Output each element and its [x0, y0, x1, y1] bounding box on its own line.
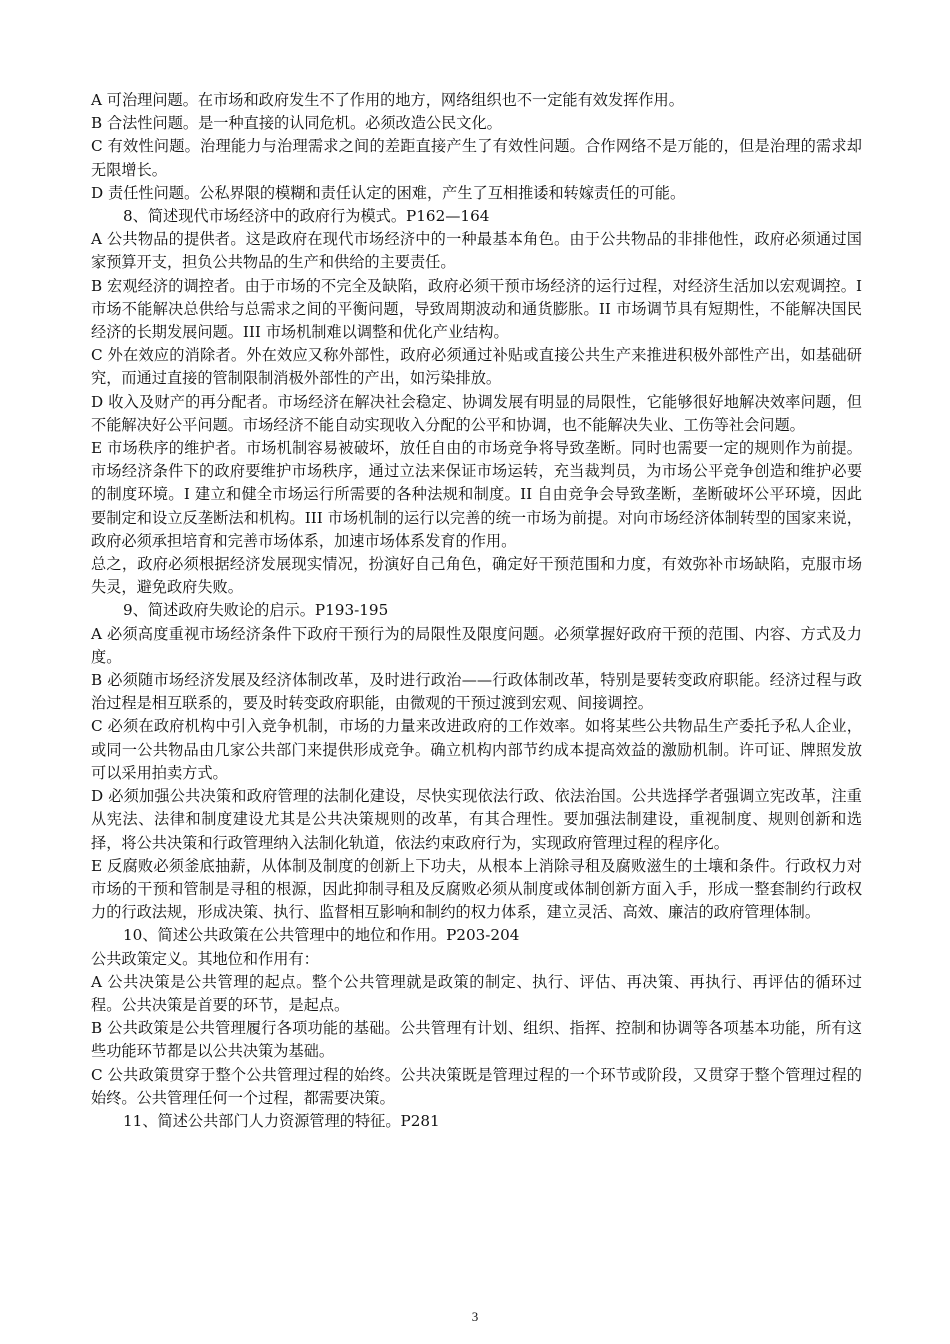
answer-paragraph: D 收入及财产的再分配者。市场经济在解决社会稳定、协调发展有明显的局限性，它能够很好地解决效率问题，但不能解决好公平问题。市场经济不能自动实现收入分配的公平和协调，也不能解决失业、工伤等社会问题。 — [91, 392, 862, 434]
page-number: 3 — [471, 1309, 479, 1324]
question-heading: 11、简述公共部门人力资源管理的特征。P281 — [123, 1111, 440, 1130]
answer-paragraph: D 必须加强公共决策和政府管理的法制化建设，尽快实现依法行政、依法治国。公共选择学者强调立宪改革，注重从宪法、法律和制度建设尤其是公共决策规则的改革，有其合理性。要加强法制建设，重视制度、规则创新和选择，将公共决策和行政管理纳入法制化轨道，依法约束政府行为，实现政府管理过程的程序化。 — [91, 787, 862, 852]
answer-paragraph: C 必须在政府机构中引入竞争机制，市场的力量来改进政府的工作效率。如将某些公共物品生产委托予私人企业，或同一公共物品由几家公共部门来提供形成竞争。确立机构内部节约成本提高效益的激励机制。许可证、牌照发放可以采用拍卖方式。 — [91, 717, 862, 782]
answer-paragraph: 总之，政府必须根据经济发展现实情况，扮演好自己角色，确定好干预范围和力度，有效弥补市场缺陷，克服市场失灵，避免政府失败。 — [91, 555, 862, 597]
answer-paragraph: B 公共政策是公共管理履行各项功能的基础。公共管理有计划、组织、指挥、控制和协调等各项基本功能，所有这些功能环节都是以公共决策为基础。 — [91, 1019, 862, 1061]
answer-paragraph: E 反腐败必须釜底抽薪，从体制及制度的创新上下功夫，从根本上消除寻租及腐败滋生的土壤和条件。行政权力对市场的干预和管制是寻租的根源，因此抑制寻租及反腐败必须从制度或体制创新方面入手，形成一整套制约行政权力的行政法规，形成决策、执行、监督相互影响和制约的权力体系，建立灵活、高效、廉洁的政府管理体制。 — [91, 856, 862, 922]
answer-paragraph: D 责任性问题。公私界限的模糊和责任认定的困难，产生了互相推诿和转嫁责任的可能。 — [91, 183, 686, 202]
answer-paragraph: B 必须随市场经济发展及经济体制改革，及时进行政治——行政体制改革，特别是要转变政府职能。经济过程与政治过程是相互联系的，要及时转变政府职能，由微观的干预过渡到宏观、间接调控。 — [91, 671, 862, 713]
answer-paragraph: A 公共物品的提供者。这是政府在现代市场经济中的一种最基本角色。由于公共物品的非排他性，政府必须通过国家预算开支，担负公共物品的生产和供给的主要责任。 — [91, 230, 862, 272]
answer-paragraph: B 宏观经济的调控者。由于市场的不完全及缺陷，政府必须干预市场经济的运行过程，对经济生活加以宏观调控。I 市场不能解决总供给与总需求之间的平衡问题，导致周期波动和通货膨胀。II 市场调节具有短期性，不能解决国民经济的长期发展问题。III 市场机制难以调整和优化产业结构。 — [91, 276, 862, 342]
question-heading: 10、简述公共政策在公共管理中的地位和作用。P203-204 — [123, 926, 520, 945]
answer-paragraph: C 外在效应的消除者。外在效应又称外部性，政府必须通过补贴或直接公共生产来推进积极外部性产出，如基础研究，而通过直接的管制限制消极外部性的产出，如污染排放。 — [91, 346, 862, 388]
answer-paragraph: A 必须高度重视市场经济条件下政府干预行为的局限性及限度问题。必须掌握好政府干预的范围、内容、方式及力度。 — [91, 624, 862, 666]
document-body — [91, 89, 862, 1133]
answer-paragraph: B 合法性问题。是一种直接的认同危机。必须改造公民文化。 — [91, 114, 502, 133]
answer-paragraph: A 可治理问题。在市场和政府发生不了作用的地方，网络组织也不一定能有效发挥作用。 — [91, 91, 684, 109]
question-heading: 9、简述政府失败论的启示。P193-195 — [123, 601, 389, 620]
answer-paragraph: E 市场秩序的维护者。市场机制容易被破坏，放任自由的市场竞争将导致垄断。同时也需要一定的规则作为前提。市场经济条件下的政府要维护市场秩序，通过立法来保证市场运转，充当裁判员，为市场公平竞争创造和维护必要的制度环境。I 建立和健全市场运行所需要的各种法规和制度。II 自由竞争会导致垄断，垄断破坏公平环境，因此要制定和设立反垄断法和机构。III 市场机制的运行以完善的统一市场为前提。对向市场经济体制转型的国家来说，政府必须承担培育和完善市场体系，加速市场体系发育的作用。 — [91, 439, 862, 550]
answer-paragraph: 公共政策定义。其地位和作用有： — [91, 949, 319, 968]
answer-paragraph: C 有效性问题。治理能力与治理需求之间的差距直接产生了有效性问题。合作网络不是万能的，但是治理的需求却无限增长。 — [91, 137, 862, 179]
answer-paragraph: C 公共政策贯穿于整个公共管理过程的始终。公共决策既是管理过程的一个环节或阶段，又贯穿于整个管理过程的始终。公共管理任何一个过程，都需要决策。 — [91, 1065, 862, 1107]
answer-paragraph: A 公共决策是公共管理的起点。整个公共管理就是政策的制定、执行、评估、再决策、再执行、再评估的循环过程。公共决策是首要的环节，是起点。 — [91, 972, 862, 1014]
question-heading: 8、简述现代市场经济中的政府行为模式。P162—164 — [123, 207, 490, 226]
